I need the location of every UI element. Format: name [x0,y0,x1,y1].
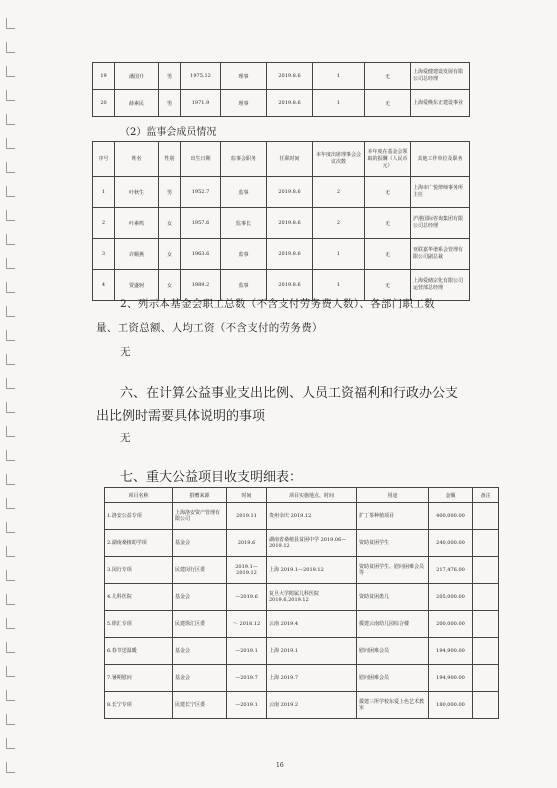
table-cell: 1975.12 [181,63,221,90]
table-cell: 240,000.00 [429,530,473,557]
table-cell: 上海市广悦律师事务所主任 [411,177,470,208]
table-row [105,692,499,719]
table-cell: 民建徐汇区委 [173,611,227,638]
binding-mark [6,594,15,605]
table-row [105,557,499,584]
column-header: 项目名称 [105,488,173,503]
section7-heading: 七、重大公益项目收支明细表： [120,470,303,485]
table-cell: 监事 [221,239,267,270]
supervisors-heading: （2）监事会成员情况 [120,127,217,138]
table-cell: 1 [313,90,365,117]
table-cell: 湖南省桑植县贫困中学 2019.06—2019.12 [267,530,357,557]
table-row [105,611,499,638]
table-cell: 薛素民 [115,90,159,117]
column-header: 项目实施地点、时间 [267,488,357,503]
table-cell: 基金会 [173,638,227,665]
table-cell: 1.洛安公益专项 [105,503,173,530]
table-row [105,530,499,557]
table-cell: 无 [365,63,411,90]
binding-mark [6,666,15,677]
table-cell: 1957.6 [181,208,221,239]
table-cell: 基金会 [173,530,227,557]
column-header: 姓名 [115,142,159,177]
table-cell: 180,000.00 [429,692,473,719]
table-cell: 复旦大学附属儿科医院 2019.6,2019.12 [267,584,357,611]
section6-heading-line1: 六、在计算公益事业支出比例、人员工资福利和行政办公支 [120,386,459,401]
binding-mark [6,90,15,101]
table-cell: 女 [159,239,181,270]
table-cell: 4 [93,270,115,301]
table-row [105,503,499,530]
binding-mark [6,690,15,701]
table-cell: 贵州余庆 2019.12 [267,503,357,530]
table-cell: 19 [93,63,115,90]
table-cell: 民建闵行区委 [173,557,227,584]
column-header: 用途 [357,488,429,503]
table-cell: 上海爱储宗化有限公司运营部总经理 [411,270,470,301]
table-cell: 理事 [221,63,267,90]
column-header: 备注 [473,488,499,503]
table-cell: 上海爱晚东正建设事业 [411,90,470,117]
table-cell: 沪港国际咨询集团有限公司总经理 [411,208,470,239]
table-cell: 2019.8.6 [267,177,313,208]
table-cell: 1 [93,177,115,208]
table-cell: —2019.7 [227,665,267,692]
column-header: 本年度在基金会领取的报酬（人民币元） [365,142,411,177]
table-cell: 上海 2019.1 [267,638,357,665]
table-cell: 基金会 [173,665,227,692]
directors-table [92,62,470,117]
table-cell: 上海洛安资产管理有限公司 [173,503,227,530]
binding-mark [6,546,15,557]
table-cell: 潘国升 [115,63,159,90]
table-cell: 8.长宁专项 [105,692,173,719]
table-cell: 4.儿科医院 [105,584,173,611]
table-cell: 1989.2 [181,270,221,301]
binding-mark [6,738,15,749]
table-row [93,239,470,270]
column-header: 任职时间 [267,142,313,177]
table-cell: 许顺燕 [115,239,159,270]
binding-mark [6,186,15,197]
table-cell: 女 [159,208,181,239]
binding-mark [6,258,15,269]
binding-mark [6,114,15,125]
staff-note-line1: 2、列示本基金会职工总数（不含支付劳务费人数）、各部门职工数 [120,298,435,310]
table-row [93,177,470,208]
binding-mark [6,354,15,365]
table-cell: —2019.1 [227,692,267,719]
table-cell: 云南 2019.4 [267,611,357,638]
table-cell: 2 [93,208,115,239]
table-cell: 男 [159,90,181,117]
table-row [93,63,470,90]
column-header: 序号 [93,142,115,177]
column-header: 监事会职务 [221,142,267,177]
binding-mark [6,282,15,293]
table-cell: 1 [313,239,365,270]
binding-mark [6,642,15,653]
column-header: 本年度出席理事会会议次数 [313,142,365,177]
table-cell: 民建长宁区委 [173,692,227,719]
table-cell: 上海 2019.1—2019.12 [267,557,357,584]
table-cell: 基金会 [173,584,227,611]
section6-none: 无 [120,432,131,444]
table-cell: 云南 2019.2 [267,692,357,719]
table-cell: 2019.8.6 [267,239,313,270]
table-cell: 无 [365,239,411,270]
binding-mark [6,714,15,725]
column-header: 其他工作单位及职务 [411,142,470,177]
table-cell: 20 [93,90,115,117]
table-cell: 监事 [221,177,267,208]
column-header: 捐赠来源 [173,488,227,503]
binding-mark [6,66,15,77]
table-cell: —2019.1 [227,638,267,665]
table-cell: 7.暑期慰问 [105,665,173,692]
table-cell: 男 [159,63,181,90]
table-cell [473,665,499,692]
table-cell: 理事 [221,90,267,117]
table-cell: 400,000.00 [429,503,473,530]
page-number: 16 [276,762,284,769]
table-cell: 叶素鸣 [115,208,159,239]
table-cell: 无 [365,90,411,117]
binding-mark [6,378,15,389]
table-cell: 慰问困难会员 [357,638,429,665]
table-cell: 资助贫困患儿 [357,584,429,611]
table-cell: 2 [313,208,365,239]
column-header: 金额 [429,488,473,503]
binding-mark [6,234,15,245]
table-cell: 无 [365,208,411,239]
table-cell: 援建三所学校东爱上色艺术教室 [357,692,429,719]
binding-mark [6,570,15,581]
table-cell: 扩丁茶种植项目 [357,503,429,530]
table-cell: 亚联嘉华谱系会管理有限公司副总裁 [411,239,470,270]
table-cell: 监事长 [221,208,267,239]
table-cell: 1 [313,270,365,301]
binding-mark [6,522,15,533]
table-cell: 慰问困难会员 [357,665,429,692]
supervisors-table [92,141,470,301]
binding-mark [6,474,15,485]
binding-margin [0,0,26,788]
table-cell: 贾盛轲 [115,270,159,301]
table-cell: 女 [159,270,181,301]
binding-mark [6,306,15,317]
table-cell: 1 [313,63,365,90]
table-cell: 194,900.00 [429,665,473,692]
table-cell [473,584,499,611]
table-cell: 2019.11 [227,503,267,530]
table-cell: 无 [365,177,411,208]
table-cell: 200,000.00 [429,611,473,638]
table-header-row [93,142,470,177]
staff-note-line2: 量、工资总额、人均工资（不含支付的劳务费） [96,322,323,334]
table-cell: 6.春节送温暖 [105,638,173,665]
table-cell: —2019.6 [227,584,267,611]
binding-mark [6,18,15,29]
table-cell: 2019.8.6 [267,90,313,117]
binding-mark [6,162,15,173]
table-cell: 2 [313,177,365,208]
table-cell: 5.徐汇专项 [105,611,173,638]
table-cell: 2019.8.6 [267,63,313,90]
table-cell: 1971.9 [181,90,221,117]
table-row [105,584,499,611]
table-cell: 2019.6 [227,530,267,557]
table-row [105,665,499,692]
binding-mark [6,42,15,53]
table-cell: 205,000.00 [429,584,473,611]
table-cell: 叶秋生 [115,177,159,208]
table-cell: 2019.1—2019.12 [227,557,267,584]
binding-mark [6,330,15,341]
table-cell: 援建云南幼儿园综合楼 [357,611,429,638]
table-cell [473,611,499,638]
table-row [105,638,499,665]
column-header: 时间 [227,488,267,503]
table-row [93,90,470,117]
table-cell [473,557,499,584]
table-cell: 194,900.00 [429,638,473,665]
table-cell: 2019.8.6 [267,270,313,301]
table-cell: 上海爱健建设发展有限公司总经理 [411,63,470,90]
column-header: 出生日期 [181,142,221,177]
binding-mark [6,762,15,773]
table-cell [473,530,499,557]
table-cell: 1952.7 [181,177,221,208]
staff-note-none: 无 [120,346,131,358]
table-cell: ～ 2018.12 [227,611,267,638]
table-cell: 3.闵行专项 [105,557,173,584]
table-cell [473,638,499,665]
binding-mark [6,450,15,461]
table-cell: 监事 [221,270,267,301]
binding-mark [6,402,15,413]
column-header: 性别 [159,142,181,177]
binding-mark [6,138,15,149]
table-cell: 上海 2019.7 [267,665,357,692]
table-cell: 男 [159,177,181,208]
binding-mark [6,498,15,509]
projects-table [104,487,499,719]
table-header-row [105,488,499,503]
section6-heading-line2: 出比例时需要具体说明的事项 [96,409,266,424]
table-cell [473,692,499,719]
table-cell: 资助贫困学生、慰问困难会员等 [357,557,429,584]
table-cell: 2019.8.6 [267,208,313,239]
table-cell: 资助贫困学生 [357,530,429,557]
table-cell: 217,476.00 [429,557,473,584]
table-row [93,208,470,239]
binding-mark [6,618,15,629]
table-cell: 3 [93,239,115,270]
table-cell [473,503,499,530]
binding-mark [6,426,15,437]
table-cell: 1963.6 [181,239,221,270]
table-cell: 2.湖南桑植助学项 [105,530,173,557]
binding-mark [6,210,15,221]
table-cell: 无 [365,270,411,301]
